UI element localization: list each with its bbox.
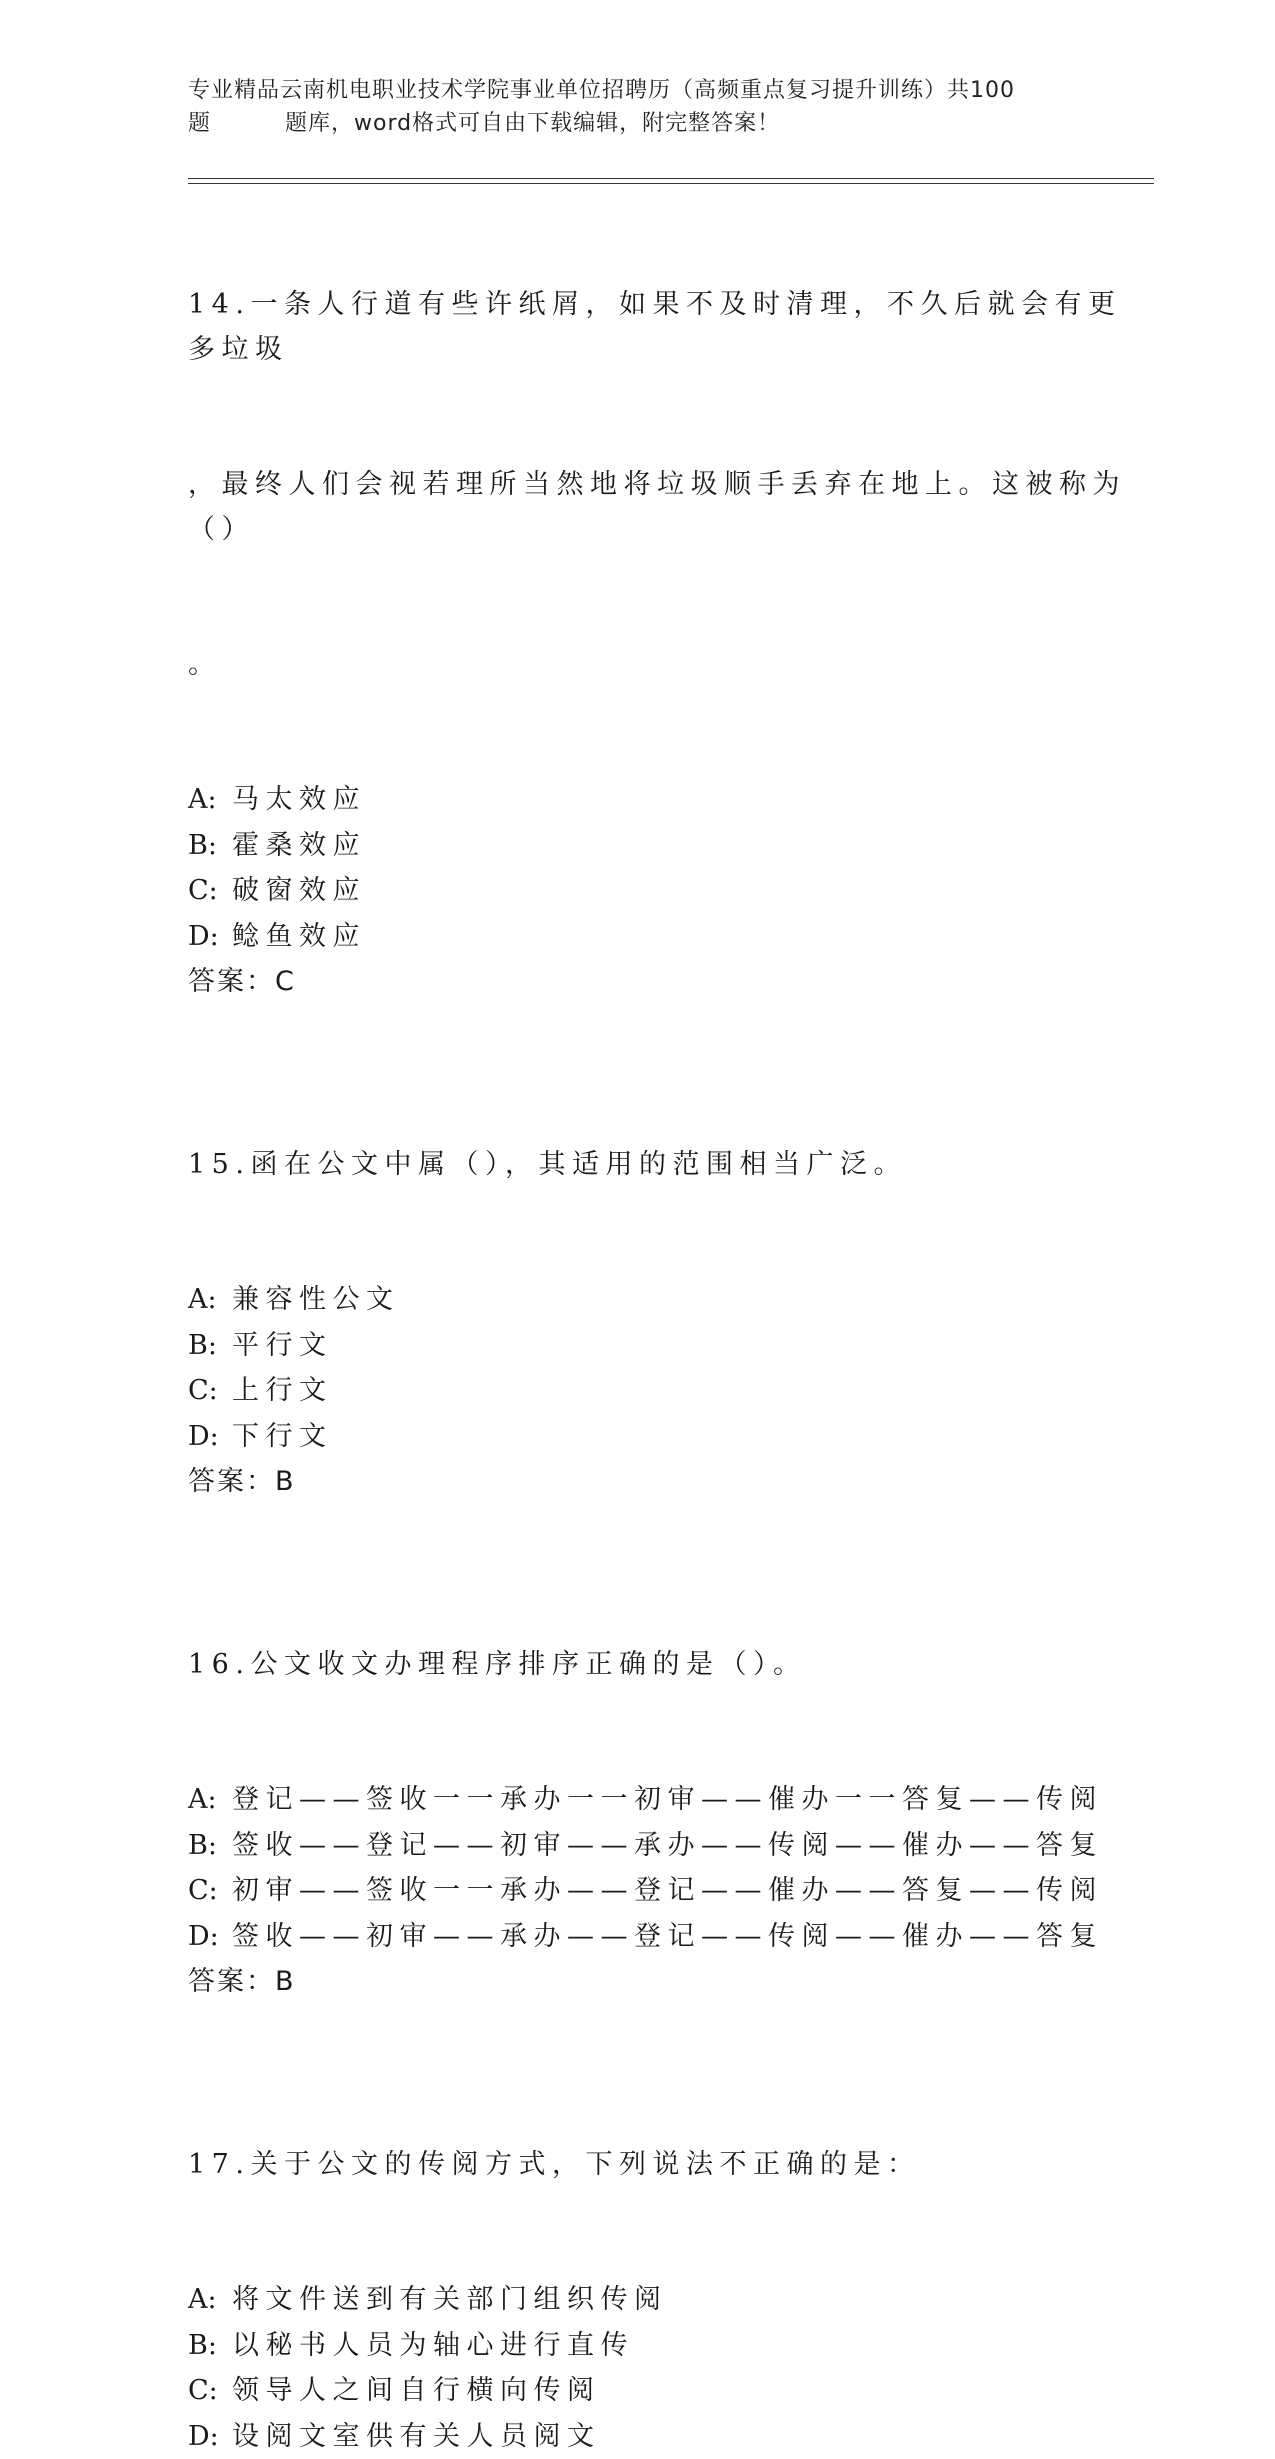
question-list	[188, 188, 1128, 2459]
question-stem: 16.公文收文办理程序排序正确的是（）。	[188, 1548, 1128, 1777]
answer-line: 答案：C	[188, 959, 1128, 1004]
option-b: B: 平行文	[188, 1323, 1128, 1369]
question-16	[188, 1548, 1128, 2004]
answer-line: 答案：B	[188, 1459, 1128, 1504]
header-line-1: 专业精品云南机电职业技术学院事业单位招聘历（高频重点复习提升训练）共100	[188, 74, 1088, 107]
document-header	[188, 74, 1088, 140]
question-14	[188, 188, 1128, 1004]
header-line-2	[188, 107, 1088, 140]
option-d: D: 签收——初审——承办——登记——传阅——催办——答复	[188, 1914, 1128, 1960]
header-line-2-right: 题库，word格式可自由下载编辑，附完整答案！	[285, 107, 780, 140]
header-divider-bottom	[188, 183, 1154, 184]
option-b: B: 以秘书人员为轴心进行直传	[188, 2323, 1128, 2369]
option-b: B: 签收——登记——初审——承办——传阅——催办——答复	[188, 1823, 1128, 1869]
option-c: C: 领导人之间自行横向传阅	[188, 2368, 1128, 2414]
option-a: A: 登记——签收一一承办一一初审——催办一一答复——传阅	[188, 1777, 1128, 1823]
option-a: A: 兼容性公文	[188, 1277, 1128, 1323]
option-c: C: 初审——签收一一承办——登记——催办——答复——传阅	[188, 1868, 1128, 1914]
question-17	[188, 2048, 1128, 2459]
question-15	[188, 1048, 1128, 1504]
option-c: C: 上行文	[188, 1368, 1128, 1414]
question-stem: 15.函在公文中属（），其适用的范围相当广泛。	[188, 1048, 1128, 1277]
option-d: D: 鲶鱼效应	[188, 914, 1128, 960]
question-stem: 14.一条人行道有些许纸屑，如果不及时清理，不久后就会有更多垃圾 ，最终人们会视若理所当然地将垃圾顺手丢弃在地上。这被称为（） 。	[188, 188, 1128, 777]
answer-line: 答案：B	[188, 1959, 1128, 2004]
option-c: C: 破窗效应	[188, 868, 1128, 914]
option-b: B: 霍桑效应	[188, 823, 1128, 869]
option-a: A: 马太效应	[188, 777, 1128, 823]
option-d: D: 下行文	[188, 1414, 1128, 1460]
option-d: D: 设阅文室供有关人员阅文	[188, 2414, 1128, 2459]
header-line-2-left: 题	[188, 107, 211, 140]
question-stem: 17.关于公文的传阅方式，下列说法不正确的是：	[188, 2048, 1128, 2277]
option-a: A: 将文件送到有关部门组织传阅	[188, 2277, 1128, 2323]
header-divider-top	[188, 178, 1154, 179]
